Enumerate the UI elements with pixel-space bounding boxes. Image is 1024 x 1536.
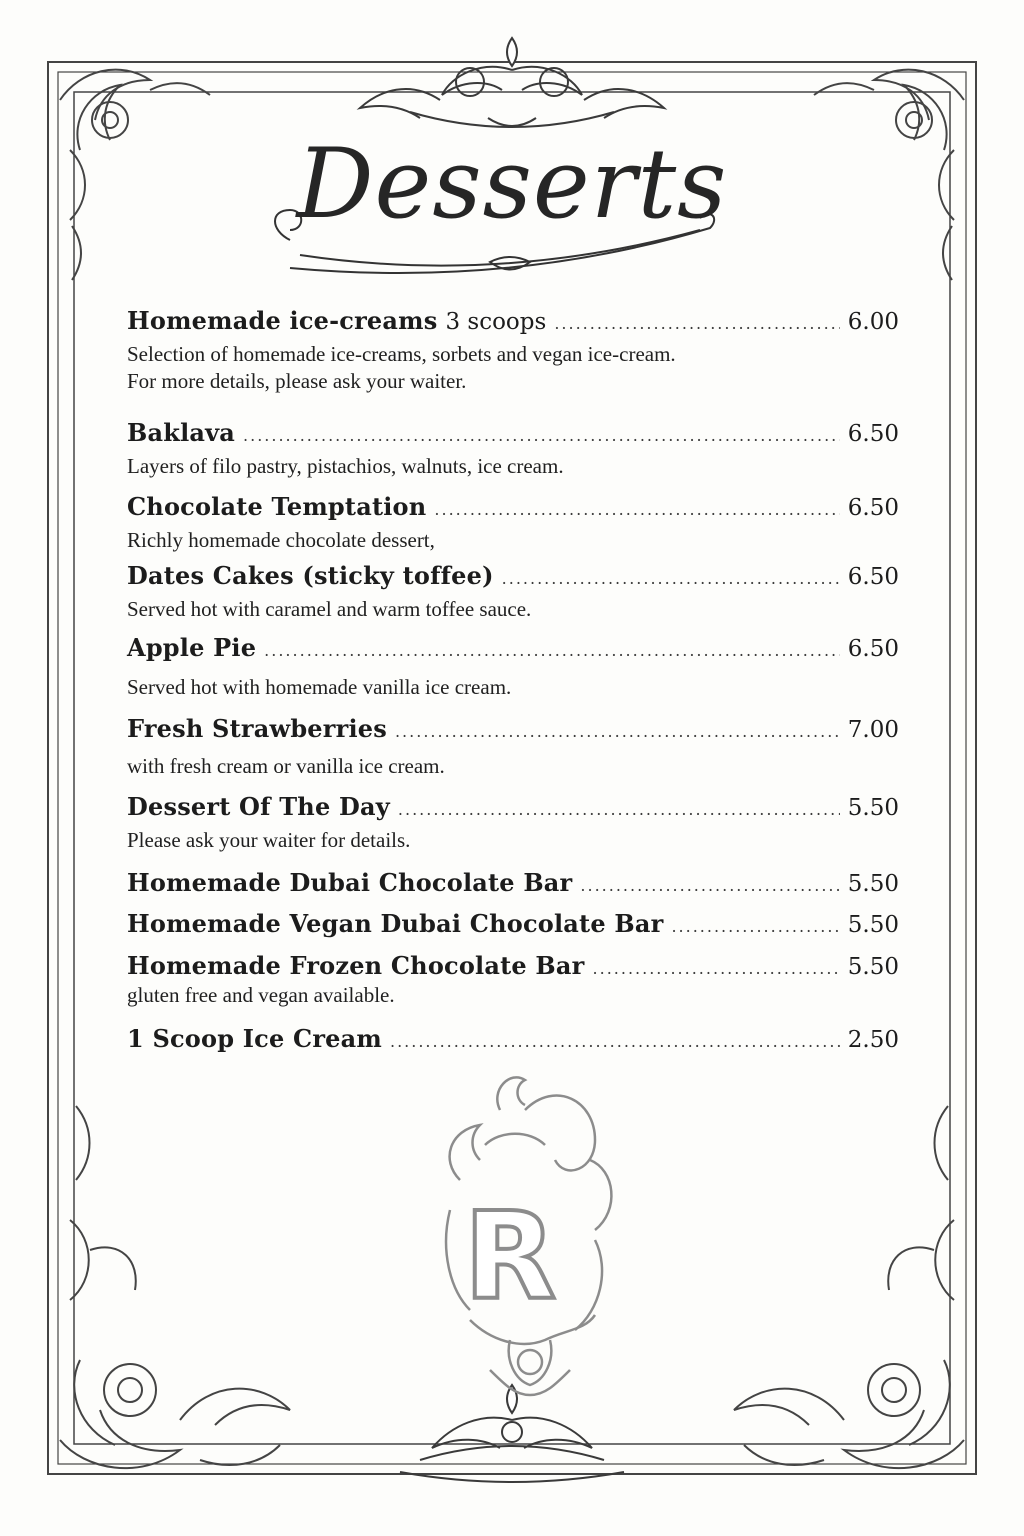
menu-item bbox=[127, 1024, 899, 1053]
menu-item bbox=[127, 492, 899, 554]
top-crest-ornament bbox=[360, 38, 664, 127]
menu-item bbox=[127, 306, 899, 395]
item-price: 5.50 bbox=[847, 954, 899, 980]
item-name: Homemade Dubai Chocolate Bar bbox=[127, 868, 573, 897]
menu-item bbox=[127, 792, 899, 854]
item-note: 3 scoops bbox=[445, 309, 547, 335]
menu-item bbox=[127, 909, 899, 938]
menu-item bbox=[127, 951, 899, 1009]
item-price: 6.50 bbox=[847, 495, 899, 521]
item-name: Dates Cakes (sticky toffee) bbox=[127, 561, 494, 590]
dot-leader bbox=[580, 876, 839, 895]
item-price: 6.50 bbox=[847, 636, 899, 662]
item-price: 6.50 bbox=[847, 421, 899, 447]
dot-leader bbox=[671, 917, 839, 936]
item-price: 6.50 bbox=[847, 564, 899, 590]
dot-leader bbox=[264, 641, 840, 660]
item-description: Richly homemade chocolate dessert, bbox=[127, 528, 435, 552]
menu-item bbox=[127, 633, 899, 701]
item-name: Dessert Of The Day bbox=[127, 792, 390, 821]
item-description: Please ask your waiter for details. bbox=[127, 828, 411, 852]
dot-leader bbox=[395, 722, 840, 741]
menu-title: Desserts bbox=[296, 128, 728, 240]
item-price: 2.50 bbox=[847, 1027, 899, 1053]
item-price: 6.00 bbox=[847, 309, 899, 335]
item-name: Fresh Strawberries bbox=[127, 714, 387, 743]
item-name: 1 Scoop Ice Cream bbox=[127, 1024, 382, 1053]
item-description: Layers of filo pastry, pistachios, walnuts, ice cream. bbox=[127, 454, 564, 478]
dot-leader bbox=[502, 569, 840, 588]
item-price: 5.50 bbox=[847, 871, 899, 897]
item-name: Baklava bbox=[127, 418, 236, 447]
dot-leader bbox=[554, 314, 839, 333]
dot-leader bbox=[398, 800, 840, 819]
item-description: with fresh cream or vanilla ice cream. bbox=[127, 754, 445, 778]
dot-leader bbox=[593, 959, 840, 978]
menu-item bbox=[127, 418, 899, 480]
corner-ornament-bottom-left bbox=[60, 1106, 290, 1468]
item-description: Served hot with caramel and warm toffee sauce. bbox=[127, 597, 532, 621]
menu-item bbox=[127, 714, 899, 780]
item-price: 5.50 bbox=[847, 795, 899, 821]
menu-item bbox=[127, 868, 899, 897]
dot-leader bbox=[434, 500, 839, 519]
menu-item bbox=[127, 561, 899, 623]
monogram-emblem bbox=[430, 1070, 620, 1400]
item-description: gluten free and vegan available. bbox=[127, 983, 395, 1007]
dot-leader bbox=[243, 426, 840, 445]
item-name: Homemade ice-creams bbox=[127, 306, 438, 335]
item-description-line2: For more details, please ask your waiter. bbox=[127, 369, 467, 393]
corner-ornament-bottom-right bbox=[734, 1106, 964, 1468]
item-name: Apple Pie bbox=[127, 633, 257, 662]
item-price: 5.50 bbox=[847, 912, 899, 938]
item-description: Served hot with homemade vanilla ice cream. bbox=[127, 675, 512, 699]
monogram-letter: R bbox=[463, 1188, 557, 1327]
item-name: Chocolate Temptation bbox=[127, 492, 427, 521]
item-name: Homemade Frozen Chocolate Bar bbox=[127, 951, 585, 980]
dot-leader bbox=[390, 1032, 840, 1051]
item-name: Homemade Vegan Dubai Chocolate Bar bbox=[127, 909, 664, 938]
item-description: Selection of homemade ice-creams, sorbets and vegan ice-cream. bbox=[127, 342, 676, 366]
item-price: 7.00 bbox=[847, 717, 899, 743]
